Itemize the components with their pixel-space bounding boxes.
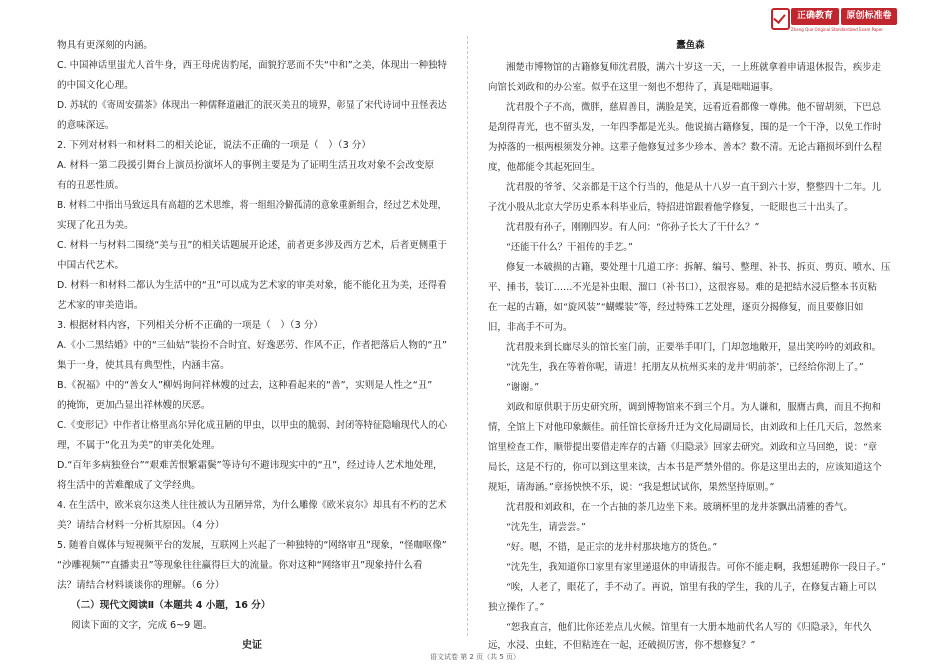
question-3: 3. 根据材料内容，下列相关分析不正确的一项是（ ）（3 分） bbox=[57, 320, 323, 331]
text-line: 艺术家的审美造诣。 bbox=[57, 300, 144, 311]
text-line: 物具有更深刻的内涵。 bbox=[57, 40, 153, 51]
option-d: D. 材料一和材料二都认为生活中的“丑”可以成为艺术家的审美对象，能不能化丑为美，还得看 bbox=[57, 280, 447, 291]
option-a: A.《小二黑结婚》中的“三仙姑”装扮不合时宜、好逸恶劳、作风不正，作者把落后人物的“丑” bbox=[57, 340, 447, 351]
paragraph-line: “沈先生，请尝尝。” bbox=[506, 522, 586, 533]
text-line: 实现了化丑为美。 bbox=[57, 220, 134, 231]
paragraph-line: 在一起的古籍，如“旋风装”“蝴蝶装”等，经过特殊工艺处理，逐页分揭修复，而且要修旧如 bbox=[488, 302, 864, 313]
checkmark-icon bbox=[771, 8, 790, 30]
paragraph-line: 旧，非高手不可为。 bbox=[488, 322, 573, 333]
option-a: A. 材料一第二段援引舞台上演员扮演坏人的事例主要是为了证明生活丑攻对象不会改变原 bbox=[57, 160, 435, 171]
publisher-logo bbox=[771, 7, 896, 37]
column-divider bbox=[467, 36, 468, 636]
paragraph-line: 是刮得青光，也不留头发，一年四季都是光头。他说搞古籍修复，围的是一个干净，以免工作时 bbox=[488, 122, 882, 133]
text-line: 将生活中的苦难酿成了文学经典。 bbox=[57, 480, 201, 491]
text-line: 的中国文化心理。 bbox=[57, 80, 134, 91]
question-2: 2. 下列对材料一和材料二的相关论证，说法不正确的一项是（ ）（3 分） bbox=[57, 140, 371, 151]
passage-title: 史证 bbox=[242, 640, 262, 651]
section-heading: （二）现代文阅读Ⅱ（本题共 4 小题，16 分） bbox=[71, 600, 271, 611]
option-c: C. 材料一与材料二围绕“美与丑”的相关话题展开论述，前者更多涉及西方艺术，后者更侧重于 bbox=[57, 240, 447, 251]
text-line: “沙雕视频”“直播卖丑”等现象往往赢得巨大的流量。你对这种“网络审丑”现象持什么看 bbox=[57, 560, 423, 571]
text-line: 理，不属于“化丑为美”的审美化处理。 bbox=[57, 440, 221, 451]
option-b: B. 材料二中指出马致远具有高超的艺术思维，将一组组冷僻孤清的意象重新组合，经过艺术处理， bbox=[57, 200, 447, 211]
option-c: C.《变形记》中作者让格里高尔异化成丑陋的甲虫，以甲虫的脆弱、封闭等特征隐喻现代人的心 bbox=[57, 420, 448, 431]
paragraph-line: 沈君殷个子不高，微胖，慈眉善目，满脸是笑，远看近看都像一尊佛。他不留胡须，下巴总 bbox=[506, 102, 882, 113]
option-d: D.“百年多病独登台”“艰难苦恨繁霜鬓”等诗句不避讳现实中的“丑”，经过诗人艺术地处理， bbox=[57, 460, 443, 471]
logo-badge-right: 原创标准卷 bbox=[841, 8, 897, 25]
story-title: 蠹鱼森 bbox=[676, 40, 705, 51]
option-d: D. 苏轼的《寄周安孺茶》体现出一种儒释道融汇的泯灭美丑的境界，彰显了宋代诗词中丑怪表达 bbox=[57, 100, 447, 111]
paragraph-line: 沈君殷的爷爷、父亲都是干这个行当的，他是从十八岁一直干到六十岁，整整四十二年。儿 bbox=[506, 182, 882, 193]
page-footer: 语文试卷 第 2 页（共 5 页） bbox=[429, 653, 521, 661]
paragraph-line: 为掉落的一根两根须发分神。这辈子他修复过多少珍本、善本？数不清。无论古籍损坏到什么程 bbox=[488, 142, 882, 153]
text-line: 有的丑恶性质。 bbox=[57, 180, 125, 191]
paragraph-line: “沈先生，我在等着你呢，请进！托朋友从杭州买来的龙井‘明前茶’，已经给你沏上了。” bbox=[506, 362, 864, 373]
paragraph-line: 沈君殷有孙子，刚刚四岁。有人问：“你孙子长大了干什么？” bbox=[506, 222, 760, 233]
paragraph-line: 规矩，请海涵。”章扬怏怏不乐，说：“我是想试试你，果然坚持原则。” bbox=[488, 482, 775, 493]
paragraph-line: 局长，这是不行的，你可以到这里来读，古本书是严禁外借的。你是这里出去的，应该知道这个 bbox=[488, 462, 882, 473]
paragraph-line: 子沈小殷从北京大学历史系本科毕业后，特招进馆跟着他学修复，一眨眼也三十出头了。 bbox=[488, 202, 854, 213]
text-line: 集于一身，使其具有典型性，内涵丰富。 bbox=[57, 360, 230, 371]
paragraph-line: 刘政和原供职于历史研究所，调到博物馆来不到三个月。为人谦和，服膺古典，而且不拘和 bbox=[506, 402, 882, 413]
text-line: 中国古代艺术。 bbox=[57, 260, 125, 271]
option-b: B.《祝福》中的“善女人”柳妈询问祥林嫂的过去，这种看起来的“善”，实则是人性之“丑” bbox=[57, 380, 433, 391]
paragraph-line: 馆里检查工作，顺带提出要借走库存的古籍《归隐录》回家去研究。刘政和立马回绝，说：“章 bbox=[488, 442, 878, 453]
option-c: C. 中国神话里蚩尤人首牛身，西王母虎齿豹尾，面貌狞恶而不失“中和”之美，体现出一种独特 bbox=[57, 60, 447, 71]
text-line: 的掩饰，更加凸显出祥林嫂的厌恶。 bbox=[57, 400, 211, 411]
text-line: 美？请结合材料一分析其原因。（4 分） bbox=[57, 520, 225, 531]
paragraph-line: 度，他都能令其起死回生。 bbox=[488, 162, 601, 173]
paragraph-line: “恕我直言，他们比你还差点儿火候。馆里有一大册本地前代名人写的《归隐录》，年代久 bbox=[506, 622, 872, 633]
paragraph-line: 远，水浸、虫蛀，不但粘连在一起，还破损厉害，你不想修复？” bbox=[488, 640, 756, 651]
logo-subtitle: Zheng Que Original Standardized Exam Paper bbox=[791, 27, 883, 32]
paragraph-line: “谢谢。” bbox=[506, 382, 540, 393]
paragraph-line: 情，全馆上下对他印象颇佳。前任馆长章扬升迁为文化局副局长，由刘政和上任几天后，忽然来 bbox=[488, 422, 882, 433]
paragraph-line: 平、捶书，装订……不光是补虫眼、溜口（补书口），这很容易。难的是把结水浸后整本书页粘 bbox=[488, 282, 878, 293]
paragraph-line: 独立操作了。” bbox=[488, 602, 545, 613]
paragraph-line: 向馆长刘政和的办公室。似乎在这里一刻也不想待了，真是咄咄逼事。 bbox=[488, 82, 779, 93]
paragraph-line: “好。嗯，不错，是正宗的龙井村那块地方的货色。” bbox=[506, 542, 718, 553]
paragraph-line: 湘楚市博物馆的古籍修复师沈君殷，满六十岁这一天，一上班就拿着申请退休报告，疾步走 bbox=[506, 62, 882, 73]
paragraph-line: “唉，人老了，眼花了，手不动了。再说，馆里有我的学生，我的儿子，在修复古籍上可以 bbox=[506, 582, 877, 593]
paragraph-line: 沈君殷来到长廊尽头的馆长室门前，正要举手叩门，门却忽地敞开，显出笑吟吟的刘政和。 bbox=[506, 342, 882, 353]
paragraph-line: 沈君殷和刘政和，在一个古抽的茶几边坐下来。玻璃杯里的龙井茶飘出清雅的香气。 bbox=[506, 502, 853, 513]
question-5: 5. 随着自媒体与短视频平台的发展，互联网上兴起了一种独特的“网络审丑”现象，“怪咖呕像” bbox=[57, 540, 447, 551]
logo-badge-left: 正确教育 bbox=[791, 8, 839, 25]
question-4: 4. 在生活中，欧米哀尔这类人往往被认为丑陋异常，为什么雕像《欧米哀尔》却具有不朽的艺术 bbox=[57, 500, 447, 511]
text-line: 法？请结合材料谈谈你的理解。（6 分） bbox=[57, 580, 225, 591]
text-line: 的意味深远。 bbox=[57, 120, 115, 131]
instruction: 阅读下面的文字，完成 6~9 题。 bbox=[71, 620, 213, 631]
paragraph-line: “沈先生，我知道你口家里有家里递退休的申请报告。可你不能走啊，我想延聘你一段日子。” bbox=[506, 562, 886, 573]
paragraph-line: 修复一本破损的古籍，要处理十几道工序：拆解、编号、整理、补书、拆页、剪页、喷水、压 bbox=[506, 262, 891, 273]
paragraph-line: “还能干什么？干祖传的手艺。” bbox=[506, 242, 633, 253]
